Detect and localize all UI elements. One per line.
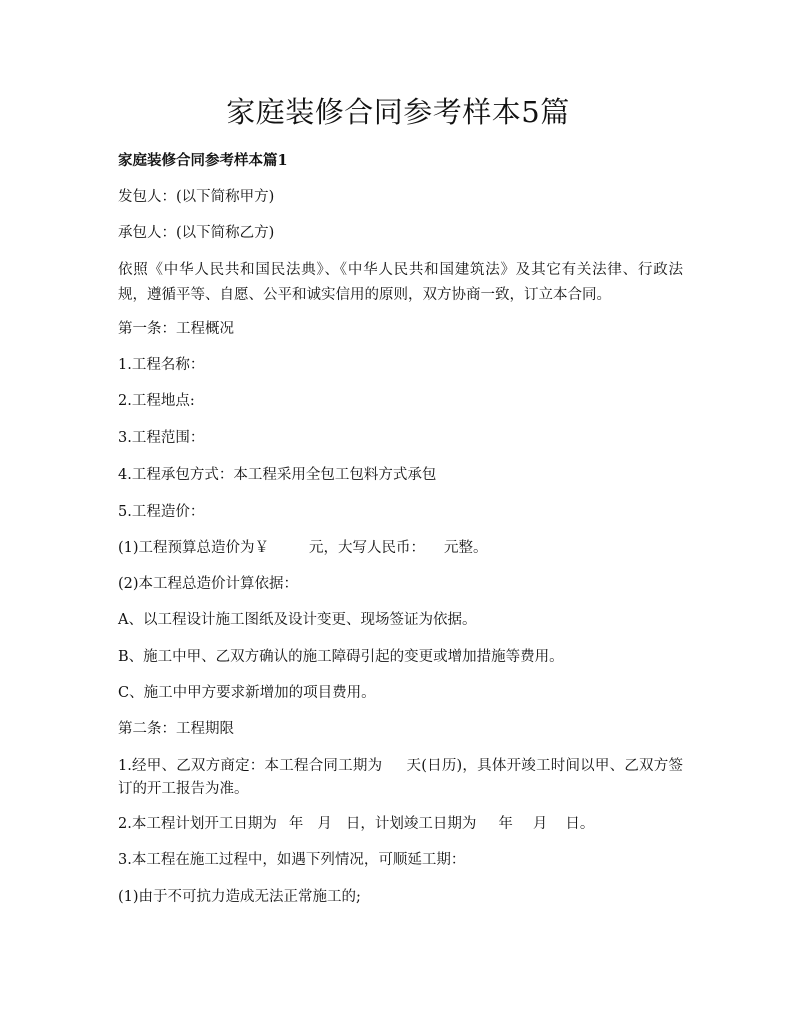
start-date-prefix: 2.本工程计划开工日期为 (118, 816, 277, 832)
period-1-prefix: 1.经甲、乙双方商定：本工程合同工期为 (118, 758, 383, 774)
delay-item-1: (1)由于不可抗力造成无法正常施工的; (118, 889, 361, 905)
end-year-label: 年 (498, 816, 513, 832)
cost-budget-line (118, 537, 683, 559)
period-clause-3: 3.本工程在施工过程中，如遇下列情况，可顺延工期： (118, 852, 466, 868)
item-project-cost: 5.工程造价： (118, 504, 205, 520)
article-2-title: 第二条：工程期限 (118, 721, 234, 737)
end-day-label: 日。 (565, 816, 595, 832)
period-1-suffix: 天(日历)，具体开竣工时间以甲、乙双方签订的开工报告为准。 (118, 758, 684, 797)
item-contract-method: 4.工程承包方式：本工程采用全包工包料方式承包 (118, 467, 437, 483)
period-clause-2 (118, 813, 683, 835)
cost-budget-prefix: (1)工程预算总造价为￥ (118, 540, 270, 556)
party-b-line: 承包人：(以下简称乙方) (118, 225, 275, 241)
cost-budget-middle: 元，大写人民币： (309, 540, 426, 556)
start-month-label: 月 (317, 816, 332, 832)
end-month-label: 月 (532, 816, 548, 832)
document-title: 家庭装修合同参考样本5篇 (226, 95, 570, 129)
period-clause-1 (118, 755, 683, 801)
basis-item-c: C、施工中甲方要求新增加的项目费用。 (118, 685, 376, 701)
cost-budget-suffix: 元整。 (444, 540, 488, 556)
basis-item-b: B、施工中甲、乙双方确认的施工障碍引起的变更或增加措施等费用。 (118, 649, 564, 665)
start-year-label: 年 (288, 816, 304, 832)
article-1-title: 第一条：工程概况 (118, 321, 234, 337)
basis-item-a: A、以工程设计施工图纸及设计变更、现场签证为依据。 (118, 612, 477, 628)
party-a-line: 发包人：(以下简称甲方) (118, 189, 275, 205)
item-project-scope: 3.工程范围： (118, 430, 205, 446)
cost-basis-title: (2)本工程总造价计算依据： (118, 576, 299, 592)
item-project-name: 1.工程名称： (118, 357, 205, 373)
item-project-location: 2.工程地点: (118, 393, 195, 409)
preamble-paragraph: 依照《中华人民共和国民法典》、《中华人民共和国建筑法》及其它有关法律、行政法规，遵循平等、自愿、公平和诚实信用的原则，双方协商一致，订立本合同。 (118, 262, 683, 303)
section-heading: 家庭装修合同参考样本篇1 (118, 152, 288, 169)
start-day-and-end-prefix: 日，计划竣工日期为 (345, 816, 477, 832)
